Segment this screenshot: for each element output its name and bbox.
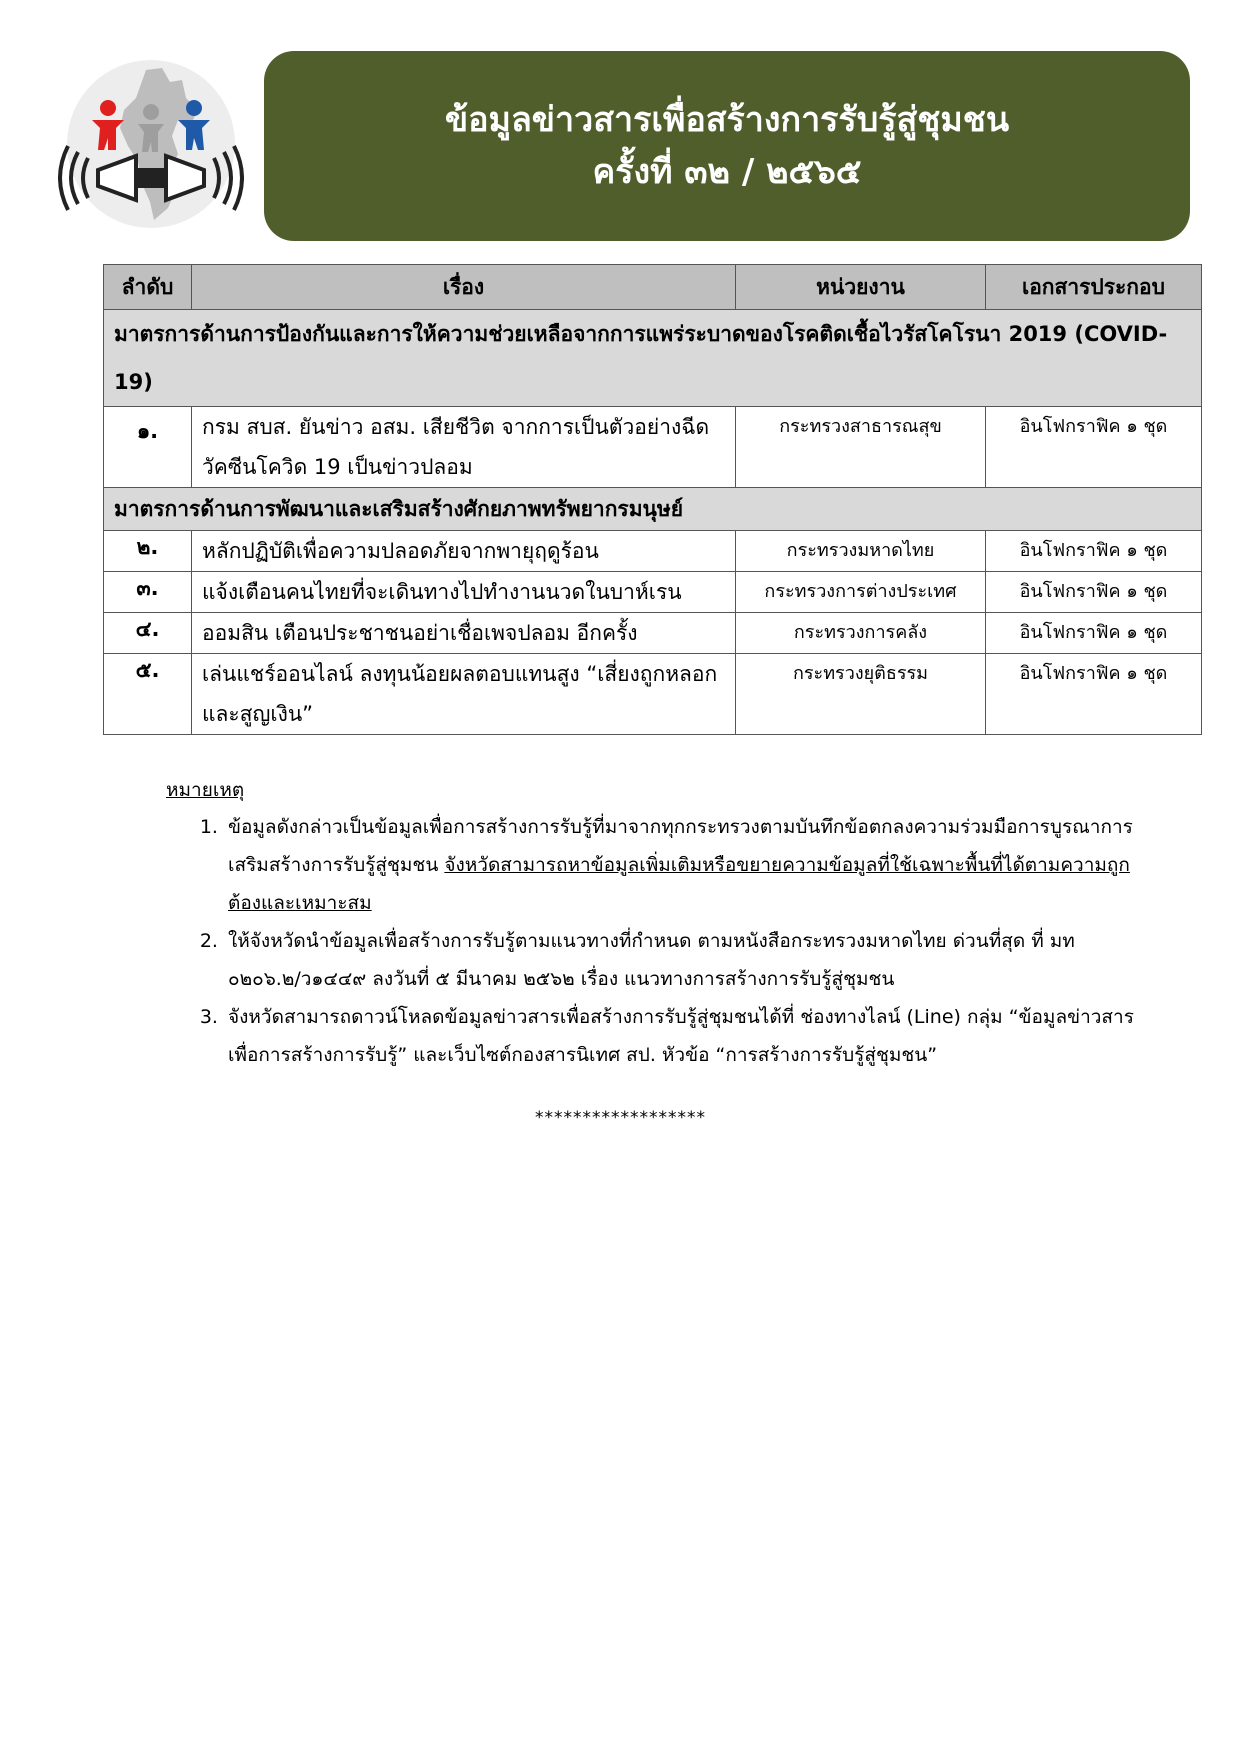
row-topic: เล่นแชร์ออนไลน์ ลงทุนน้อยผลตอบแทนสูง “เสี่ยงถูกหลอกและสูญเงิน” [192, 654, 736, 735]
row-agency: กระทรวงมหาดไทย [736, 531, 986, 572]
section-title: มาตรการด้านการพัฒนาและเสริมสร้างศักยภาพทรัพยากรมนุษย์ [104, 488, 1202, 531]
row-topic: ออมสิน เตือนประชาชนอย่าเชื่อเพจปลอม อีกครั้ง [192, 613, 736, 654]
section-title: มาตรการด้านการป้องกันและการให้ความช่วยเหลือจากการแพร่ระบาดของโรคติดเชื้อไวรัสโคโรนา 2019 (COVID-19) [104, 310, 1202, 407]
note-2-text: ให้จังหวัดนำข้อมูลเพื่อสร้างการรับรู้ตามแนวทางที่กำหนด ตามหนังสือกระทรวงมหาดไทย ด่วนที่สุด ที่ มท ๐๒๐๖.๒/ว๑๔๔๙ ลงวันที่ ๕ มีนาคม ๒๕๖๒ เรื่อง แนวทางการสร้างการรับรู้สู่ชุมชน [228, 930, 1075, 990]
row-agency: กระทรวงการต่างประเทศ [736, 572, 986, 613]
notes [166, 772, 1146, 1074]
row-number: ๕. [104, 654, 192, 735]
header-agency: หน่วยงาน [736, 265, 986, 310]
row-topic: กรม สบส. ยันข่าว อสม. เสียชีวิต จากการเป็นตัวอย่างฉีดวัคซีนโควิด 19 เป็นข่าวปลอม [192, 407, 736, 488]
row-number: ๔. [104, 613, 192, 654]
title-banner [264, 51, 1190, 241]
table-row [104, 572, 1202, 613]
note-item [224, 998, 1146, 1074]
row-number: ๒. [104, 531, 192, 572]
table-row [104, 407, 1202, 488]
note-1-underlined: จังหวัดสามารถหาข้อมูลเพิ่มเติมหรือขยายความข้อมูลที่ใช้เฉพาะพื้นที่ได้ตามความถูกต้องและเหมาะสม [228, 854, 1130, 914]
table-row [104, 654, 1202, 735]
row-agency: กระทรวงการคลัง [736, 613, 986, 654]
page-subtitle: ครั้งที่ ๓๒ / ๒๕๖๕ [592, 152, 862, 192]
table-row [104, 613, 1202, 654]
row-agency: กระทรวงสาธารณสุข [736, 407, 986, 488]
end-marker: ****************** [535, 1108, 706, 1128]
table-header-row [104, 265, 1202, 310]
note-item [224, 922, 1146, 998]
header-topic: เรื่อง [192, 265, 736, 310]
row-topic: แจ้งเตือนคนไทยที่จะเดินทางไปทำงานนวดในบาห์เรน [192, 572, 736, 613]
row-topic: หลักปฏิบัติเพื่อความปลอดภัยจากพายุฤดูร้อน [192, 531, 736, 572]
table-row [104, 531, 1202, 572]
row-agency: กระทรวงยุติธรรม [736, 654, 986, 735]
section-row [104, 310, 1202, 407]
row-attachment: อินโฟกราฟิค ๑ ชุด [986, 613, 1202, 654]
news-table [103, 264, 1202, 735]
row-number: ๓. [104, 572, 192, 613]
note-item [224, 808, 1146, 922]
row-number: ๑. [104, 407, 192, 488]
note-1-text: ข้อมูลดังกล่าวเป็นข้อมูลเพื่อการสร้างการรับรู้ที่มาจากทุกกระทรวงตามบันทึกข้อตกลงความร่วมมือการบูรณาการเสริมสร้างการรับรู้สู่ชุมชน [228, 816, 1133, 876]
row-attachment: อินโฟกราฟิค ๑ ชุด [986, 407, 1202, 488]
header-attachment: เอกสารประกอบ [986, 265, 1202, 310]
page-title: ข้อมูลข่าวสารเพื่อสร้างการรับรู้สู่ชุมชน [444, 100, 1010, 140]
row-attachment: อินโฟกราฟิค ๑ ชุด [986, 531, 1202, 572]
row-attachment: อินโฟกราฟิค ๑ ชุด [986, 654, 1202, 735]
logo-icon [58, 58, 244, 234]
row-attachment: อินโฟกราฟิค ๑ ชุด [986, 572, 1202, 613]
notes-title: หมายเหตุ [166, 779, 245, 801]
section-row [104, 488, 1202, 531]
header-order: ลำดับ [104, 265, 192, 310]
note-3-text: จังหวัดสามารถดาวน์โหลดข้อมูลข่าวสารเพื่อสร้างการรับรู้สู่ชุมชนได้ที่ ช่องทางไลน์ (Line) กลุ่ม “ข้อมูลข่าวสารเพื่อการสร้างการรับรู้” และเว็บไซต์กองสารนิเทศ สป. หัวข้อ “การสร้างการรับรู้สู่ชุมชน” [228, 1006, 1134, 1066]
